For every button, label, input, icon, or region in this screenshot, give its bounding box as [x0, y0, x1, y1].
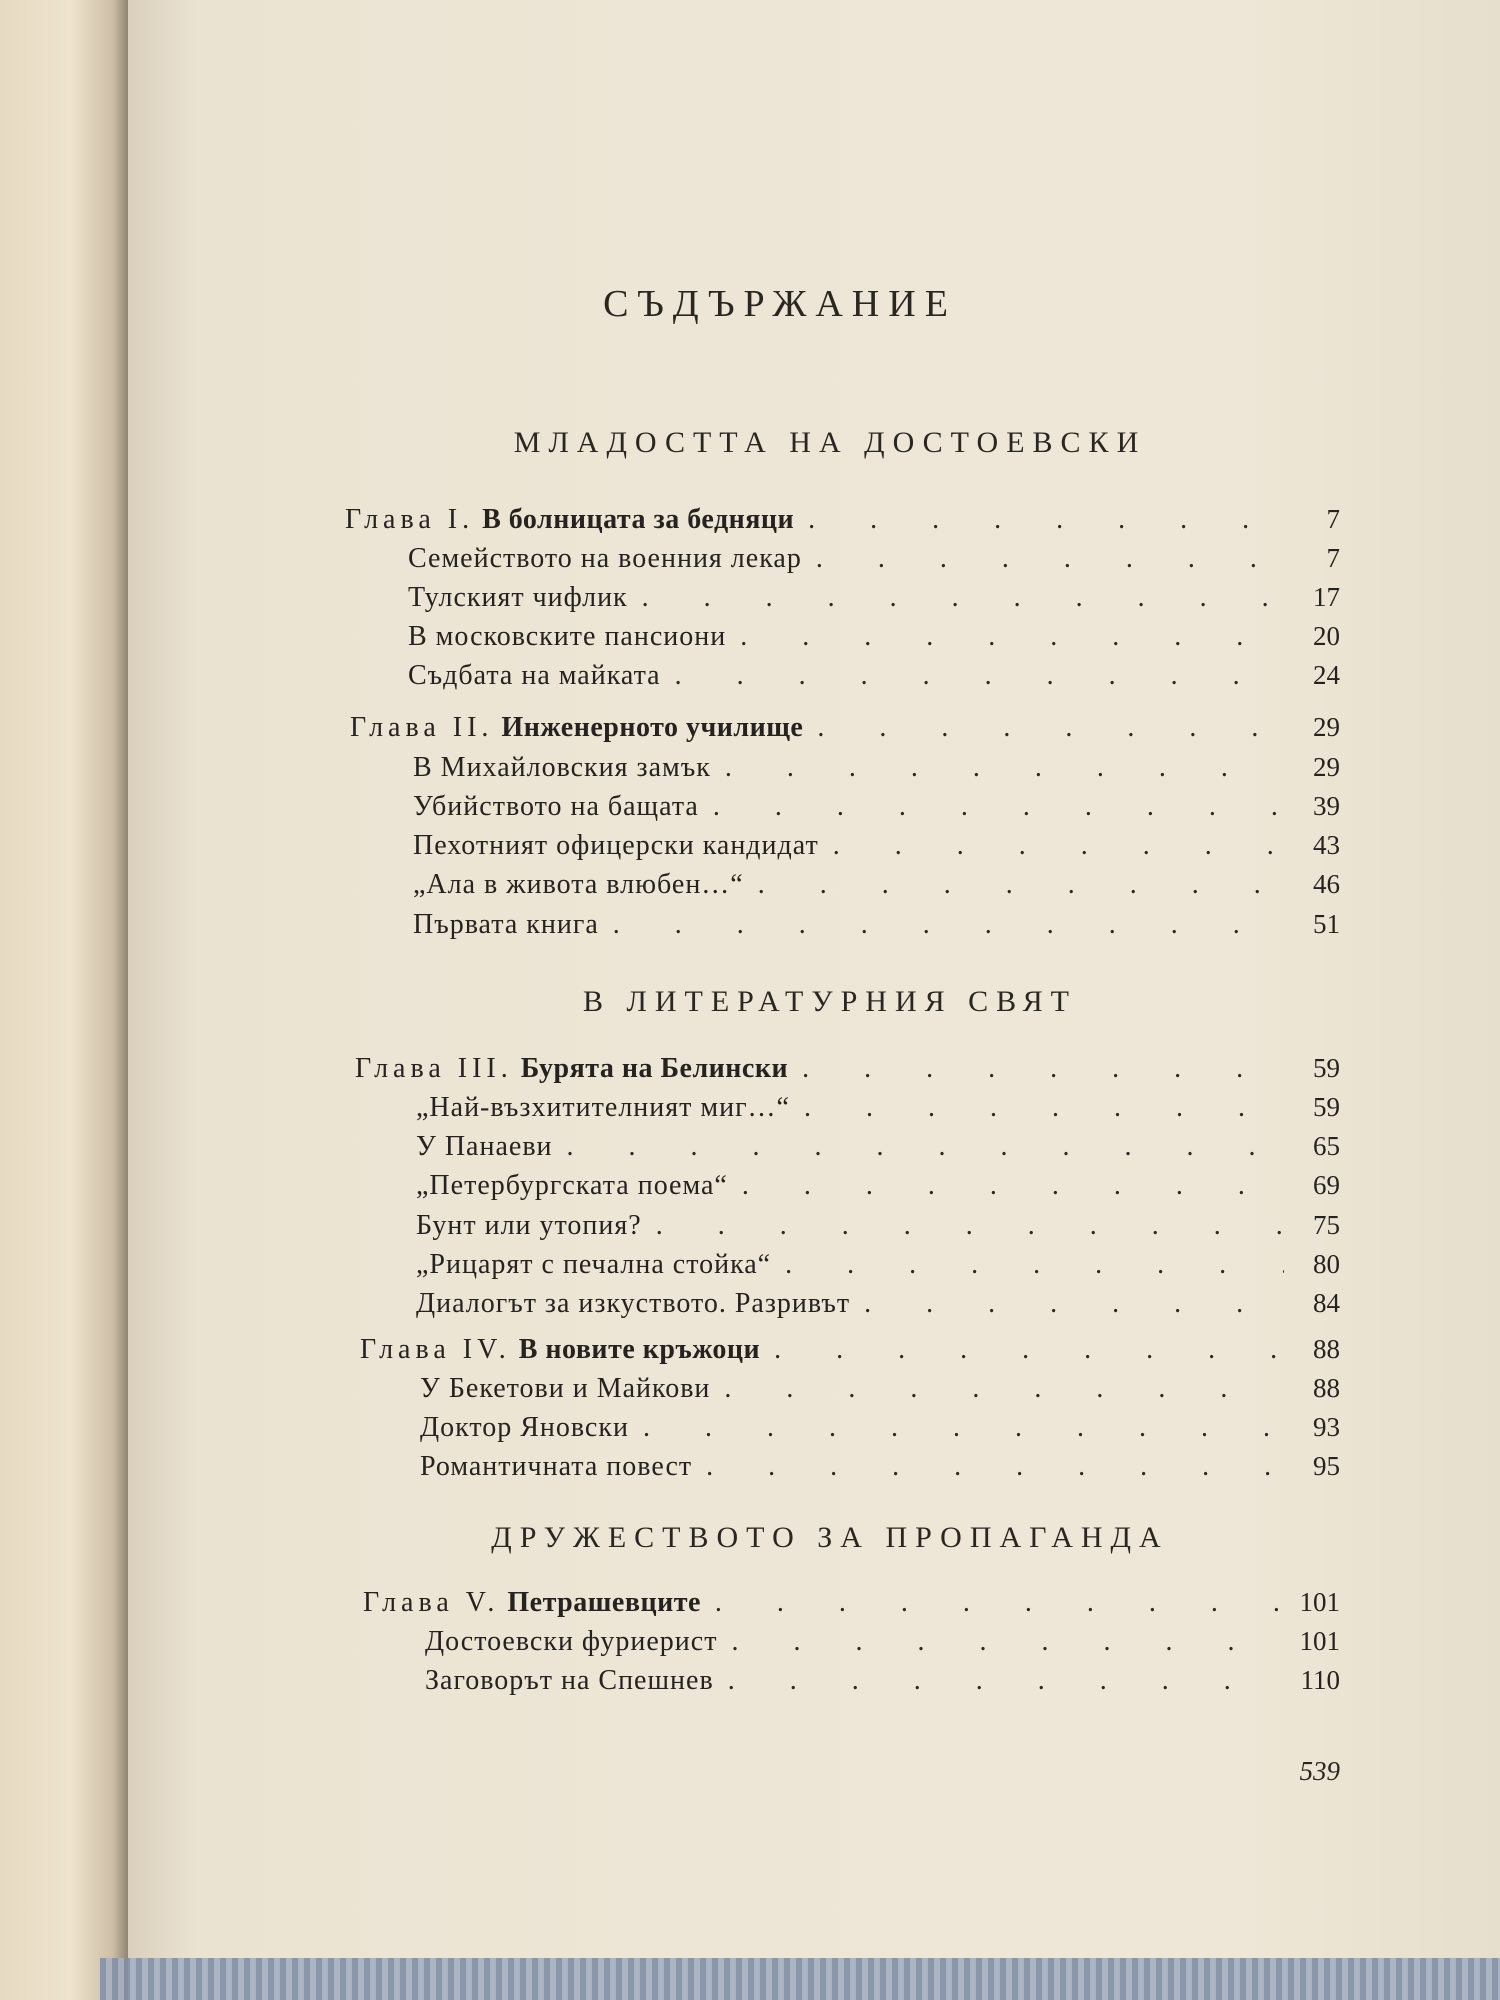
item-title: В московските пансиони	[408, 621, 727, 652]
toc-item	[408, 660, 1340, 698]
leader-dots	[642, 1210, 1284, 1242]
toc-item	[420, 1451, 1340, 1489]
toc-item	[408, 543, 1340, 581]
page-number: 110	[1300, 1665, 1340, 1695]
item-title: У Бекетови и Майкови	[420, 1373, 711, 1404]
page-number: 75	[1313, 1210, 1340, 1240]
part-heading-3: ДРУЖЕСТВОТО ЗА ПРОПАГАНДА	[491, 1521, 1169, 1554]
chapter-prefix: Глава I.	[345, 504, 475, 535]
chapter-title: Инженерното училище	[501, 712, 804, 743]
toc-item	[416, 1092, 1340, 1130]
item-title: Диалогът за изкуството. Разривът	[416, 1288, 851, 1319]
toc-item	[408, 621, 1340, 659]
toc-item	[425, 1626, 1340, 1664]
chapter-title: Петрашевците	[507, 1587, 701, 1618]
leader-dots	[628, 582, 1284, 614]
toc-chapter-4	[360, 1334, 1340, 1372]
page-number: 65	[1313, 1131, 1340, 1161]
item-title: Тулският чифлик	[408, 582, 628, 613]
chapter-prefix: Глава IV.	[360, 1334, 511, 1365]
item-title: „Ала в живота влюбен…“	[413, 869, 744, 900]
item-title: Убийството на бащата	[413, 791, 699, 822]
toc-item	[408, 582, 1340, 620]
item-title: Доктор Яновски	[420, 1412, 629, 1443]
page-number: 80	[1313, 1249, 1340, 1279]
leader-dots	[711, 752, 1284, 784]
page-number: 93	[1313, 1412, 1340, 1442]
item-title: „Рицарят с печална стойка“	[416, 1249, 772, 1280]
leader-dots	[790, 1092, 1284, 1124]
leader-dots	[599, 909, 1284, 941]
item-title: У Панаеви	[416, 1131, 553, 1162]
page-number: 29	[1313, 712, 1340, 742]
page-number: 101	[1299, 1626, 1340, 1656]
chapter-title: В болницата за бедняци	[482, 504, 795, 535]
item-title: В Михайловския замък	[413, 752, 711, 783]
chapter-prefix: Глава III.	[355, 1053, 513, 1084]
chapter-prefix: Глава II.	[350, 712, 494, 743]
leader-dots	[553, 1131, 1284, 1163]
toc-item	[413, 830, 1340, 868]
book-gutter	[0, 0, 128, 2000]
leader-dots	[661, 660, 1284, 692]
chapter-prefix: Глава V.	[363, 1587, 500, 1618]
toc-item	[413, 791, 1340, 829]
page-number: 84	[1313, 1288, 1340, 1318]
page-number: 39	[1313, 791, 1340, 821]
item-title: Първата книга	[413, 909, 599, 940]
item-title: Съдбата на майката	[408, 660, 661, 691]
leader-dots	[717, 1626, 1284, 1658]
leader-dots	[850, 1288, 1284, 1320]
page-number: 95	[1313, 1451, 1340, 1481]
leader-dots	[699, 791, 1284, 823]
page-number: 7	[1326, 543, 1340, 573]
item-title: Семейството на военния лекар	[408, 543, 802, 574]
leader-dots	[760, 1334, 1284, 1366]
toc-chapter-1	[345, 504, 1340, 542]
background-fabric	[100, 1958, 1500, 2000]
page-number: 46	[1313, 869, 1340, 899]
toc-item	[416, 1288, 1340, 1326]
leader-dots	[710, 1373, 1284, 1405]
page-number: 20	[1313, 621, 1340, 651]
page-number: 51	[1313, 909, 1340, 939]
toc-item	[416, 1170, 1340, 1208]
item-title: Достоевски фуриерист	[425, 1626, 718, 1657]
page-number: 59	[1313, 1092, 1340, 1122]
item-title: Романтичната повест	[420, 1451, 693, 1482]
toc-item	[425, 1665, 1340, 1703]
page-number: 17	[1313, 582, 1340, 612]
page-number: 101	[1299, 1587, 1340, 1617]
toc-chapter-2	[350, 712, 1340, 750]
toc-item	[420, 1412, 1340, 1450]
leader-dots	[794, 504, 1284, 536]
leader-dots	[726, 621, 1284, 653]
toc-chapter-3	[355, 1053, 1340, 1091]
toc-item	[413, 869, 1340, 907]
item-title: „Петербургската поема“	[416, 1170, 728, 1201]
leader-dots	[629, 1412, 1284, 1444]
page-number: 59	[1313, 1053, 1340, 1083]
part-heading-1: МЛАДОСТТА НА ДОСТОЕВСКИ	[513, 426, 1147, 459]
item-title: Пехотният офицерски кандидат	[413, 830, 819, 861]
leader-dots	[714, 1665, 1284, 1697]
leader-dots	[701, 1587, 1284, 1619]
page-number: 43	[1313, 830, 1340, 860]
toc-item	[413, 909, 1340, 947]
toc-item	[416, 1249, 1340, 1287]
leader-dots	[803, 712, 1284, 744]
leader-dots	[692, 1451, 1284, 1483]
page-number: 24	[1313, 660, 1340, 690]
page-folio-number: 539	[1299, 1756, 1340, 1786]
toc-chapter-5	[363, 1587, 1340, 1625]
page-number: 88	[1313, 1373, 1340, 1403]
page-number: 88	[1313, 1334, 1340, 1364]
leader-dots	[802, 543, 1284, 575]
item-title: Заговорът на Спешнев	[425, 1665, 714, 1696]
leader-dots	[744, 869, 1284, 901]
chapter-title: В новите кръжоци	[518, 1334, 761, 1365]
leader-dots	[728, 1170, 1284, 1202]
item-title: Бунт или утопия?	[416, 1210, 642, 1241]
page-number: 69	[1313, 1170, 1340, 1200]
page-number: 29	[1313, 752, 1340, 782]
page-number: 7	[1326, 504, 1340, 534]
chapter-title: Бурята на Белински	[520, 1053, 789, 1084]
leader-dots	[819, 830, 1284, 862]
item-title: „Най-възхитителният миг…“	[416, 1092, 790, 1123]
toc-item	[416, 1131, 1340, 1169]
part-heading-2: В ЛИТЕРАТУРНИЯ СВЯТ	[583, 985, 1077, 1018]
leader-dots	[771, 1249, 1284, 1281]
page-title: СЪДЪРЖАНИЕ	[603, 283, 957, 325]
leader-dots	[788, 1053, 1284, 1085]
toc-item	[413, 752, 1340, 790]
toc-item	[416, 1210, 1340, 1248]
toc-item	[420, 1373, 1340, 1411]
